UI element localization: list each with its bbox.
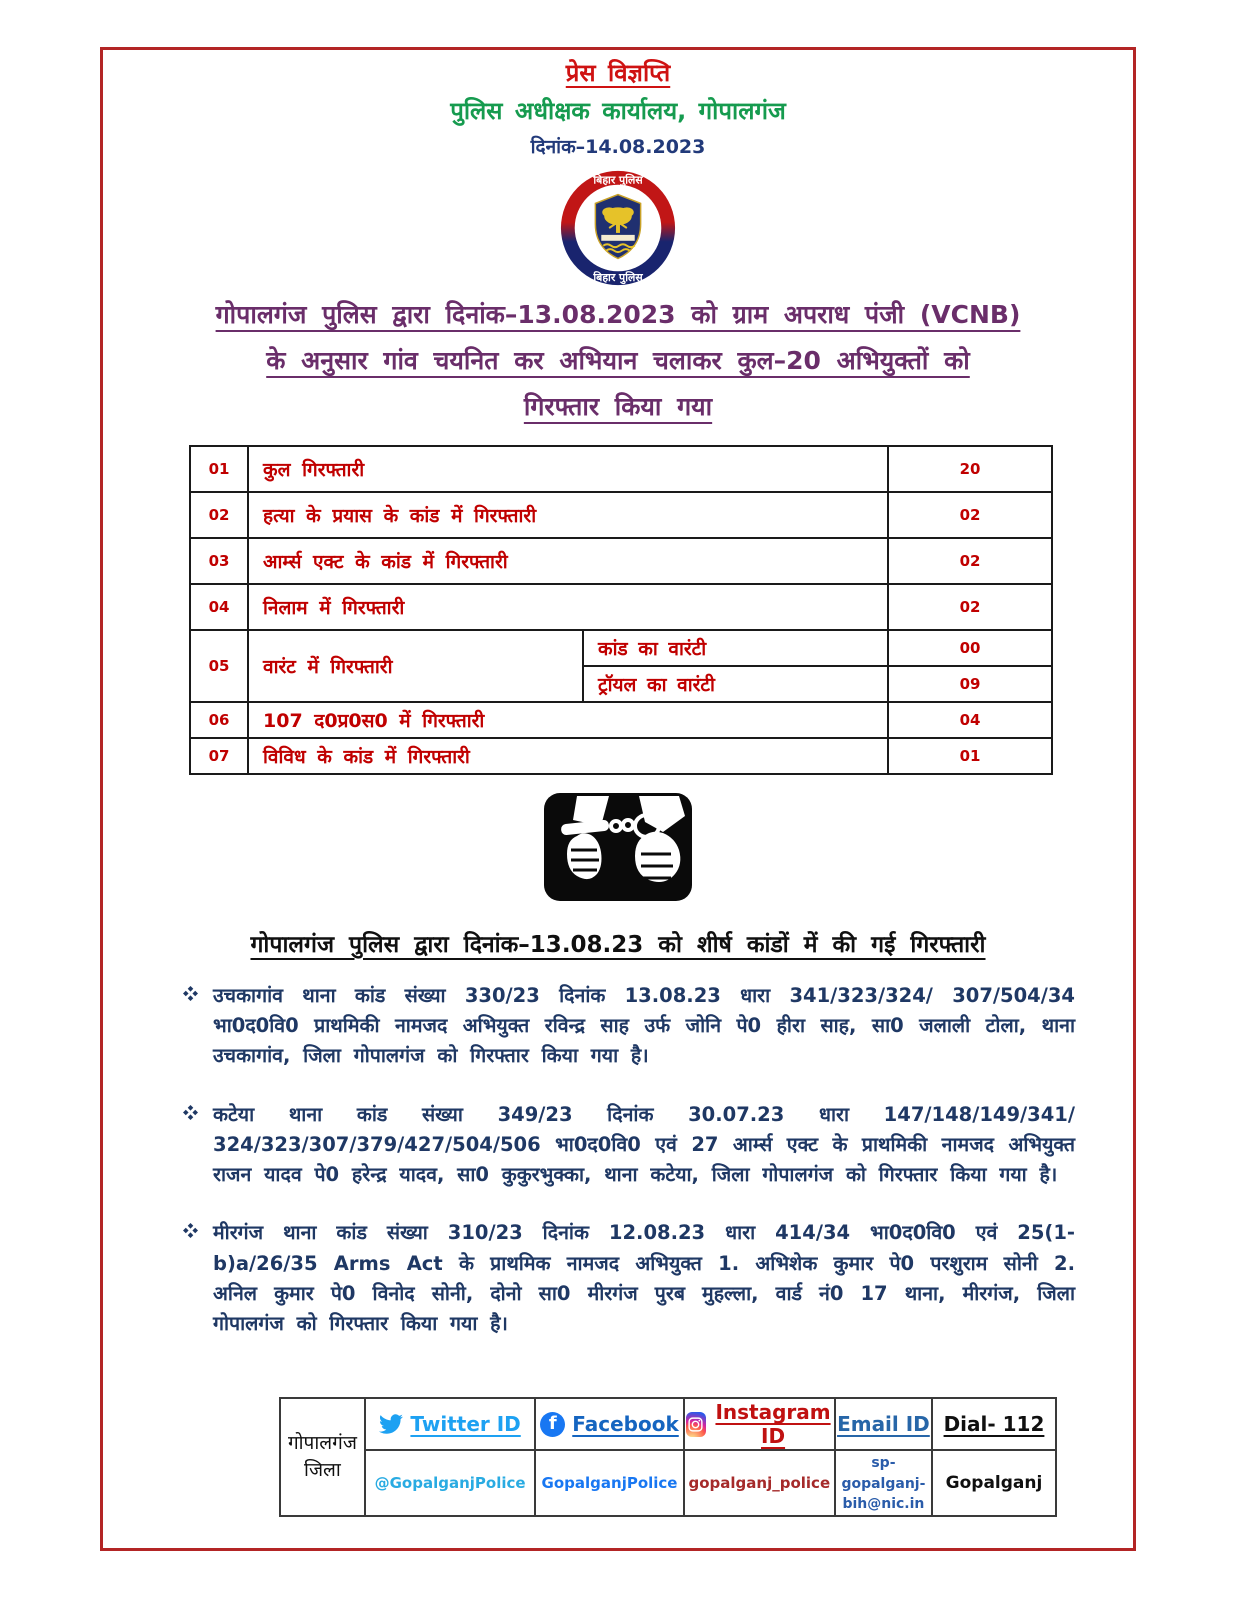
email-header-cell <box>835 1398 932 1450</box>
row-label: 107 द0प्र0स0 में गिरफ्तारी <box>248 702 888 738</box>
main-heading <box>103 297 1133 423</box>
bihar-police-logo <box>103 167 1133 291</box>
case-text: कटेया थाना कांड संख्या 349/23 दिनांक 30.07.23 धारा 147/148/149/341/ 324/323/307/379/427/504/506 भा0द0वि0 एवं 27 आर्म्स एक्ट के प्राथमिकी नामजद अभियुक्त राजन यादव पे0 हरेन्द्र यादव, सा0 कुकुरभुक्का, थाना कटेया, जिला गोपालगंज को गिरफ्तार किया गया है। <box>213 1102 1075 1187</box>
dial-header: Dial- 112 <box>943 1412 1045 1437</box>
list-item <box>183 1100 1075 1191</box>
row-sn: 03 <box>190 538 248 584</box>
arrest-stats-table <box>189 445 1053 775</box>
facebook-handle: GopalganjPolice <box>541 1474 678 1493</box>
row-value: 01 <box>888 738 1052 774</box>
row-value: 04 <box>888 702 1052 738</box>
row-value: 02 <box>888 492 1052 538</box>
row-label: हत्या के प्रयास के कांड में गिरफ्तारी <box>248 492 888 538</box>
page-border-frame <box>100 47 1136 1551</box>
main-heading-line3: गिरफ्तार किया गया <box>523 392 713 421</box>
row-sub-label: कांड का वारंटी <box>583 630 888 666</box>
row-label: कुल गिरफ्तारी <box>248 446 888 492</box>
facebook-header: Facebook <box>572 1412 679 1437</box>
district-line2: जिला <box>304 1458 341 1481</box>
contact-footer-table <box>279 1397 1057 1517</box>
main-heading-line2: के अनुसार गांव चयनित कर अभियान चलाकर कुल–20 अभियुक्तों को <box>266 346 970 375</box>
list-item <box>183 1218 1075 1339</box>
district-line1: गोपालगंज <box>287 1432 357 1455</box>
row-label: विविध के कांड में गिरफ्तारी <box>248 738 888 774</box>
police-badge-icon <box>557 167 679 289</box>
instagram-icon <box>686 1412 706 1437</box>
row-sub-label: ट्रॉयल का वारंटी <box>583 666 888 702</box>
row-value: 02 <box>888 538 1052 584</box>
facebook-icon <box>540 1412 565 1437</box>
row-label: आर्म्स एक्ट के कांड में गिरफ्तारी <box>248 538 888 584</box>
twitter-icon <box>379 1412 403 1436</box>
row-value: 09 <box>888 666 1052 702</box>
press-release-title: प्रेस विज्ञप्ति <box>565 59 671 87</box>
row-value: 20 <box>888 446 1052 492</box>
instagram-handle: gopalganj_police <box>688 1474 831 1493</box>
row-value: 02 <box>888 584 1052 630</box>
twitter-handle: @GopalganjPolice <box>374 1474 526 1493</box>
main-heading-line1: गोपालगंज पुलिस द्वारा दिनांक–13.08.2023 को ग्राम अपराध पंजी (VCNB) <box>215 300 1021 329</box>
logo-bottom-text: बिहार पुलिस <box>593 271 643 285</box>
twitter-header: Twitter ID <box>410 1412 521 1437</box>
handcuffs-image <box>103 791 1133 907</box>
section-heading: गोपालगंज पुलिस द्वारा दिनांक–13.08.23 को शीर्ष कांडों में की गई गिरफ्तारी <box>250 932 986 958</box>
row-sn: 06 <box>190 702 248 738</box>
row-sn: 05 <box>190 630 248 702</box>
table-row <box>190 492 1052 538</box>
facebook-header-cell <box>535 1398 683 1450</box>
district-cell <box>280 1398 365 1516</box>
list-item <box>183 981 1075 1072</box>
row-label: निलाम में गिरफ्तारी <box>248 584 888 630</box>
row-value: 00 <box>888 630 1052 666</box>
table-row <box>190 738 1052 774</box>
instagram-header: Instagram ID <box>715 1400 831 1449</box>
row-sn: 02 <box>190 492 248 538</box>
table-row <box>190 538 1052 584</box>
twitter-header-cell <box>365 1398 535 1450</box>
release-date: दिनांक–14.08.2023 <box>530 136 706 158</box>
dial-header-cell <box>932 1398 1056 1450</box>
diamond-bullet-icon <box>183 981 213 1005</box>
dial-district: Gopalganj <box>945 1472 1043 1493</box>
email-address: sp-gopalganj-bih@nic.in <box>841 1455 926 1513</box>
row-sn: 01 <box>190 446 248 492</box>
instagram-header-cell <box>684 1398 835 1450</box>
row-sn: 04 <box>190 584 248 630</box>
table-row <box>190 446 1052 492</box>
table-row <box>190 584 1052 630</box>
diamond-bullet-icon <box>183 1218 213 1242</box>
logo-ribbon <box>601 235 634 241</box>
row-label: वारंट में गिरफ्तारी <box>248 630 583 702</box>
table-row <box>190 702 1052 738</box>
case-list <box>183 981 1075 1339</box>
table-row <box>190 630 1052 666</box>
logo-top-text: बिहार पुलिस <box>593 173 643 187</box>
row-sn: 07 <box>190 738 248 774</box>
office-name: पुलिस अधीक्षक कार्यालय, गोपालगंज <box>450 97 786 125</box>
case-text: मीरगंज थाना कांड संख्या 310/23 दिनांक 12.08.23 धारा 414/34 भा0द0वि0 एवं 25(1-b)a/26/35 Arms Act के प्राथमिक नामजद अभियुक्त 1. अभिशेक कुमार पे0 परशुराम सोनी 2. अनिल कुमार पे0 विनोद सोनी, दोनो सा0 मीरगंज पुरब मुहल्ला, वार्ड नं0 17 थाना, मीरगंज, जिला गोपालगंज को गिरफ्तार किया गया है। <box>213 1221 1075 1335</box>
email-header: Email ID <box>837 1412 930 1437</box>
handcuffs-icon <box>543 791 693 903</box>
diamond-bullet-icon <box>183 1100 213 1124</box>
case-text: उचकागांव थाना कांड संख्या 330/23 दिनांक 13.08.23 धारा 341/323/324/ 307/504/34 भा0द0वि0 प्राथमिकी नामजद अभियुक्त रविन्द्र साह उर्फ जोनि पे0 हीरा साह, सा0 जलाली टोला, थाना उचकागांव, जिला गोपालगंज को गिरफ्तार किया गया है। <box>213 984 1075 1068</box>
